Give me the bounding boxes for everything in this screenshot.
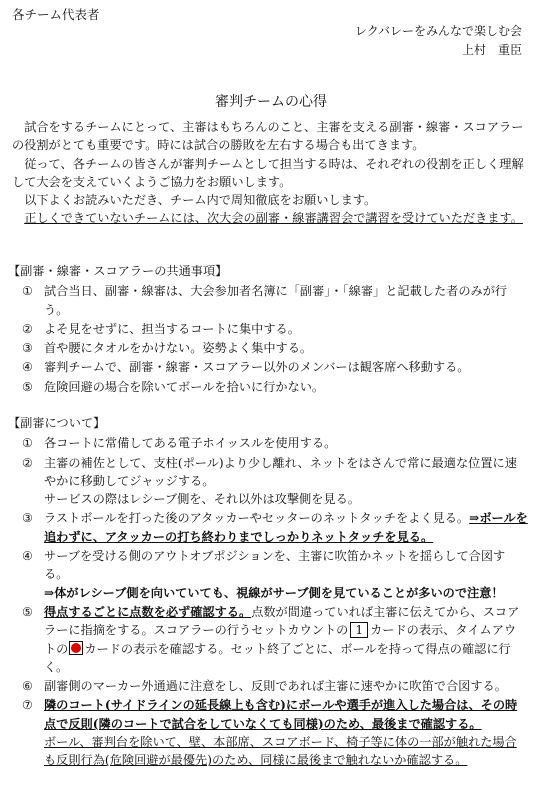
- list-item: ⑤ 危険回避の場合を除いてボールを拾いに行かない。: [22, 379, 325, 394]
- timeout-marker-icon: [69, 641, 83, 655]
- list-item: ① 試合当日、副審・線審は、大会参加者名簿に「副審」・「線審」と記載した者のみが行う。: [22, 284, 508, 317]
- intro: [12, 118, 528, 228]
- recipient: 各チーム代表者: [12, 7, 100, 22]
- intro-paragraph: 以下よくお読みいただき、チーム内で周知徹底をお願いします。: [24, 193, 377, 208]
- fukushin-list: [8, 434, 528, 769]
- list-item: ③ ラストボールを打った後のアタッカーやセッターのネットタッチをよく見る。⇒ボールを追わずに、アタッカーの打ち終わりまでしっかりネットタッチを見る。: [22, 511, 528, 544]
- intro-paragraph: 従って、各チームの皆さんが審判チームとして担当する時は、それぞれの役割を正しく理解して大会を支えていくようご協力をお願いします。: [12, 156, 524, 189]
- list-item: ③ 首や腰にタオルをかけない。姿勢よく集中する。: [22, 341, 313, 356]
- intro-notice: 正しくできていないチームには、次大会の副審・線審講習会で講習を受けていただきます。: [24, 211, 523, 226]
- common-list: [8, 282, 528, 396]
- sender-block: [355, 22, 522, 59]
- common-section: [8, 262, 528, 397]
- page-title: 審判チームの心得: [215, 94, 327, 110]
- section-heading: 【副審・線審・スコアラーの共通事項】: [8, 264, 228, 278]
- intro-paragraph: 試合をするチームにとって、主審はもちろんのこと、主審を支える副審・線審・スコアラーの役割がとても重要です。時には試合の勝敗を左右する場合も出てきます。: [12, 120, 524, 153]
- list-item: ④ サーブを受ける側のアウトオブポジションを、主審に吹笛かネットを揺らして合図する。 ⇒体がレシーブ側を向いていても、視線がサーブ側を見ていることが多いので注意！: [22, 549, 506, 600]
- list-item: ① 各コートに常備してある電子ホイッスルを使用する。: [22, 436, 337, 451]
- fukushin-section: [8, 414, 528, 771]
- section-heading: 【副審について】: [8, 416, 106, 430]
- list-item: ⑦ 隣のコート(サイドラインの延長線上も含む)にボールや選手が進入した場合は、その時点で反則(隣のコートで試合をしていなくても同様)のため、最後まで確認する。 ボール、審判台を除いて、壁、本部席、スコアボード、椅子等に体の一部が触れた場合も反則行為(危険回避が最優先)のため、同様に最後まで触れないか確認する。: [22, 698, 518, 768]
- list-item: ② 主審の補佐として、支柱(ポール)より少し離れ、ネットをはさんで常に最適な位置に速やかに移動してジャッジする。 サービスの際はレシーブ側を、それ以外は攻撃側を見る。: [22, 455, 517, 507]
- sender-org: レクバレーをみんなで楽しむ会: [354, 24, 522, 38]
- set-count-card: 1: [350, 622, 368, 638]
- list-item: ④ 審判チームで、副審・線審・スコアラー以外のメンバーは観客席へ移動する。: [22, 360, 470, 375]
- list-item: ② よそ見をせずに、担当するコートに集中する。: [22, 321, 300, 336]
- sender-name: 上村 重臣: [461, 42, 522, 57]
- list-item: ⑤ 得点するごとに点数を必ず確認する。点数が間違っていれば主審に伝えてから、スコアラーに指摘をする。スコアラーの行うセットカウントの 1 カードの表示、タイムアウトの カードの表示を確認する。セット終了ごとに、ボールを持って得点の確認に行く。: [22, 604, 520, 674]
- list-item: ⑥ 副審側のマーカー外通過に注意をし、反則であれば主審に速やかに吹笛で合図する。: [22, 679, 507, 694]
